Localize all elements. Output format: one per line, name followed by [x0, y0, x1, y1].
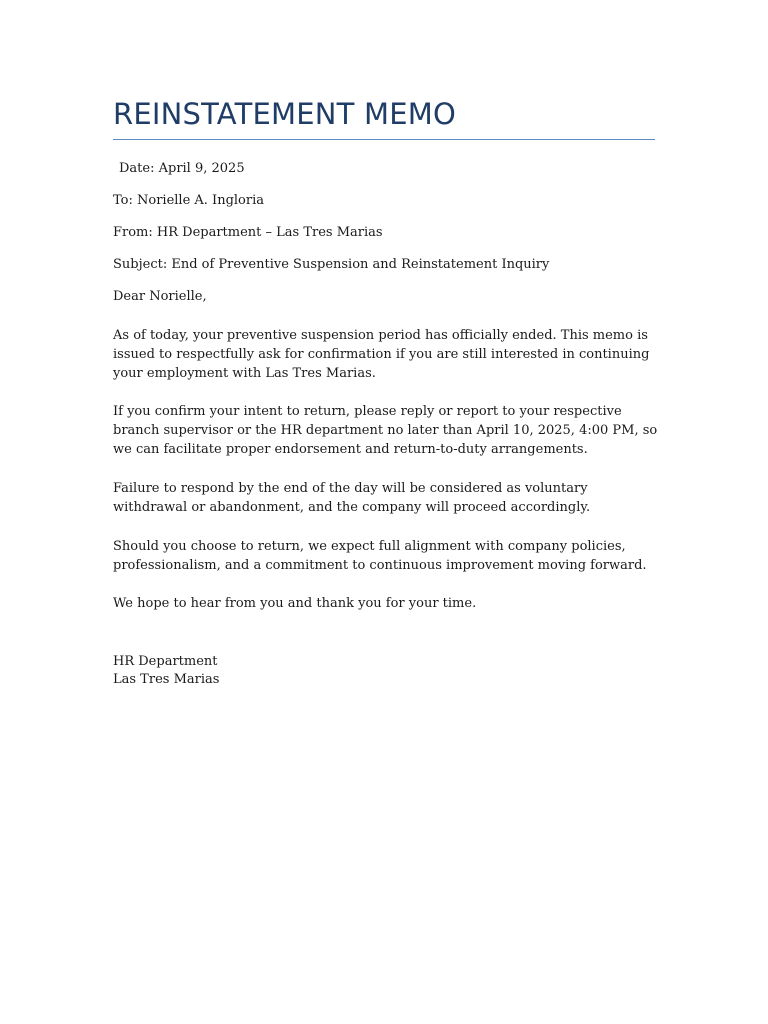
from-line: From: HR Department – Las Tres Marias: [113, 225, 383, 240]
paragraph-2: If you confirm your intent to return, please reply or report to your respective branch supervisor or the HR department no later than April 10, 2025, 4:00 PM, so we can facilitate proper endorsement and return-to-duty arrangements.: [113, 404, 658, 457]
signature-department: HR Department: [113, 654, 218, 669]
memo-title: REINSTATEMENT MEMO: [113, 97, 456, 131]
subject-line: Subject: End of Preventive Suspension and Reinstatement Inquiry: [113, 257, 550, 272]
salutation: Dear Norielle,: [113, 289, 207, 304]
title-underline: [113, 139, 655, 140]
paragraph-1: As of today, your preventive suspension period has officially ended. This memo is issued to respectfully ask for confirmation if you are still interested in continuing your employment with Las Tres Marias.: [113, 328, 650, 381]
paragraph-4: Should you choose to return, we expect full alignment with company policies, professionalism, and a commitment to continuous improvement moving forward.: [113, 539, 647, 573]
signature-company: Las Tres Marias: [113, 672, 220, 687]
to-line: To: Norielle A. Ingloria: [113, 193, 264, 208]
date-line: Date: April 9, 2025: [119, 161, 245, 176]
paragraph-3: Failure to respond by the end of the day will be considered as voluntary withdrawal or abandonment, and the company will proceed accordingly.: [113, 481, 591, 515]
paragraph-5: We hope to hear from you and thank you for your time.: [113, 596, 477, 611]
